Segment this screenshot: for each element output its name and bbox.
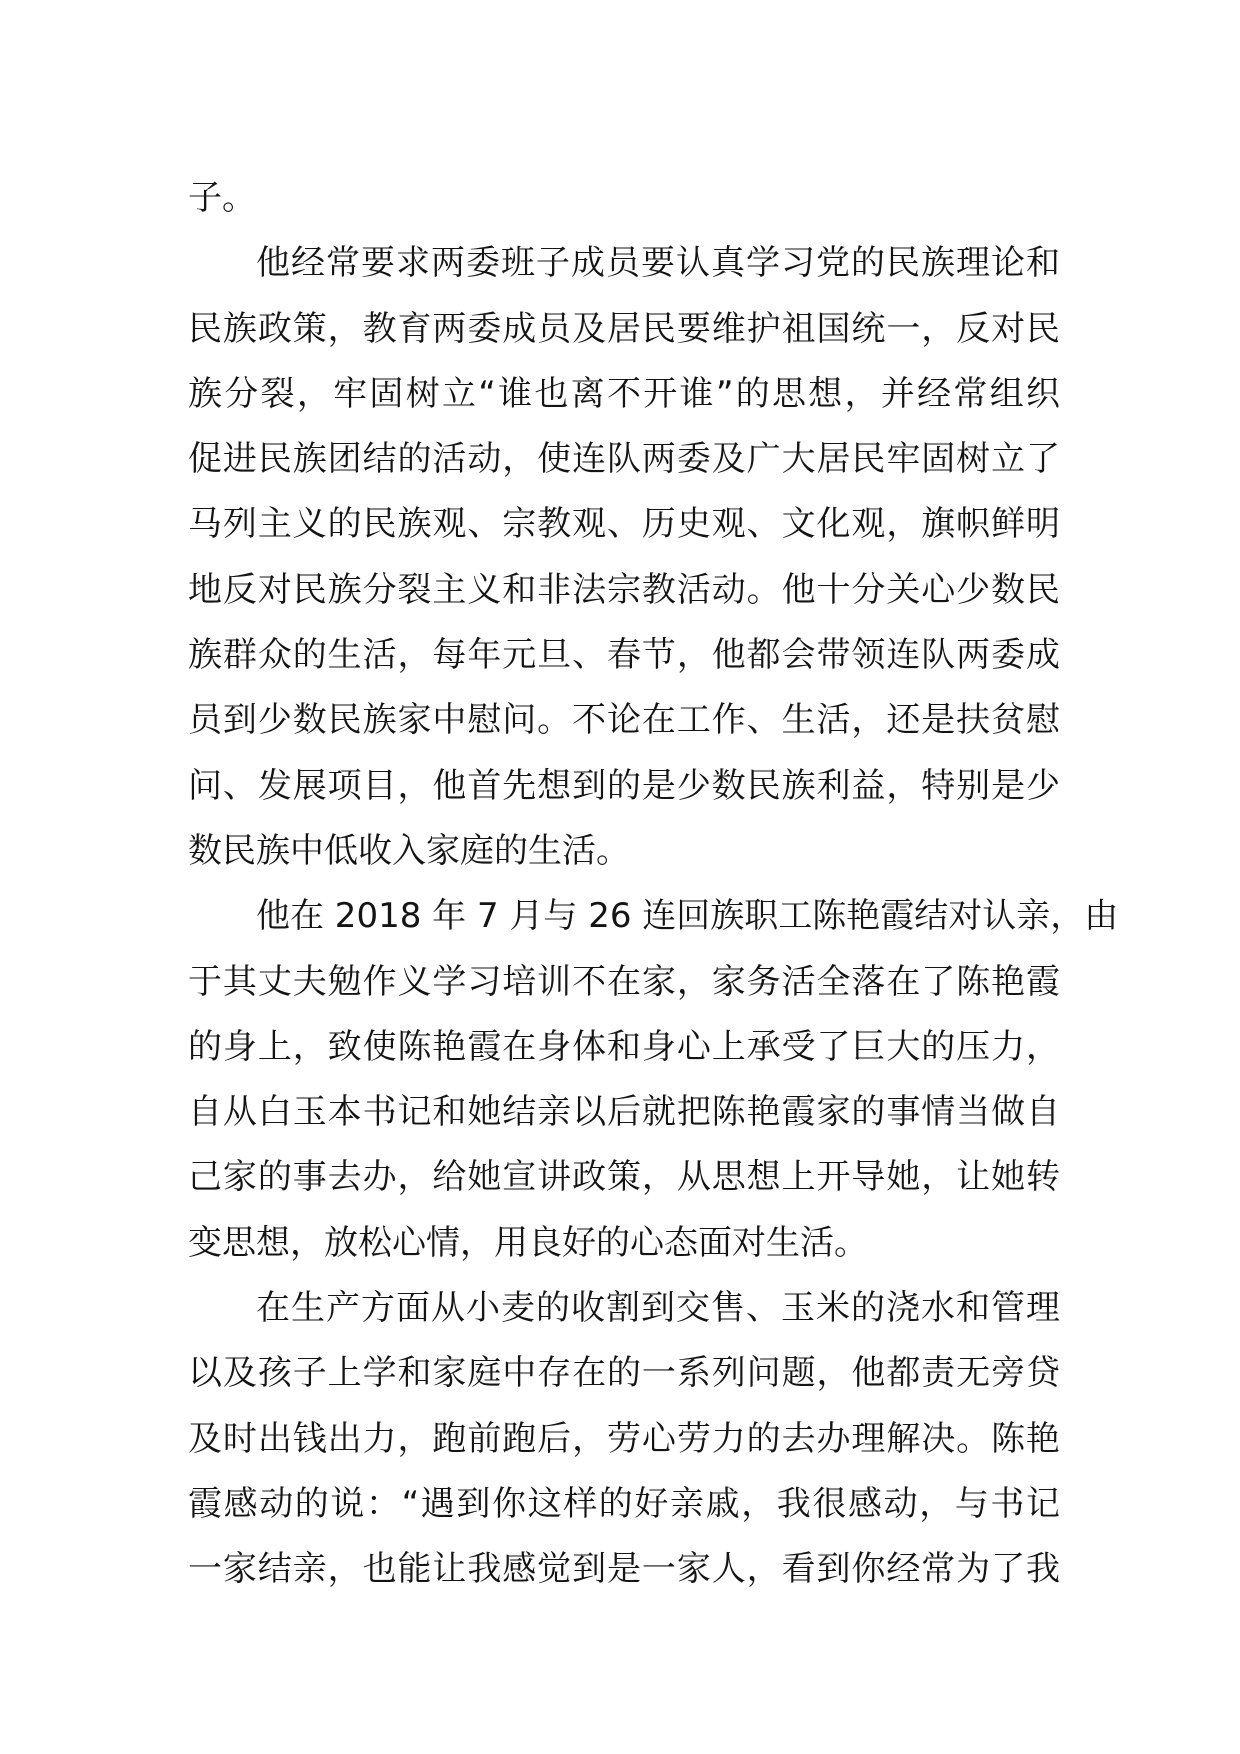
text-line: 子。 bbox=[188, 178, 256, 218]
text-line: 员到少数民族家中慰问。不论在工作、生活，还是扶贫慰 bbox=[188, 700, 1060, 741]
text-line: 问、发展项目，他首先想到的是少数民族利益，特别是少 bbox=[188, 765, 1060, 806]
text-line: 于其丈夫勉作义学习培训不在家，家务活全落在了陈艳霞 bbox=[188, 961, 1060, 1002]
paragraph-4 bbox=[188, 1276, 1060, 1602]
body-text bbox=[188, 166, 1119, 1603]
text-line: 促进民族团结的活动，使连队两委及广大居民牢固树立了 bbox=[188, 439, 1060, 480]
text-line: 地反对民族分裂主义和非法宗教活动。他十分关心少数民 bbox=[188, 569, 1060, 610]
paragraph-2 bbox=[188, 231, 1060, 884]
text-line: 的身上，致使陈艳霞在身体和身心上承受了巨大的压力， bbox=[188, 1026, 1060, 1067]
text-line: 变思想，放松心情，用良好的心态面对生活。 bbox=[188, 1222, 868, 1263]
text-line: 自从白玉本书记和她结亲以后就把陈艳霞家的事情当做自 bbox=[188, 1092, 1060, 1133]
paragraph-3 bbox=[188, 884, 1119, 1276]
text-line: 己家的事去办，给她宣讲政策，从思想上开导她，让她转 bbox=[188, 1157, 1060, 1198]
text-line: 族群众的生活，每年元旦、春节，他都会带领连队两委成 bbox=[188, 635, 1060, 676]
paragraph-1 bbox=[188, 166, 1060, 231]
text-line: 他经常要求两委班子成员要认真学习党的民族理论和 bbox=[256, 243, 1060, 284]
text-line: 及时出钱出力，跑前跑后，劳心劳力的去办理解决。陈艳 bbox=[188, 1418, 1060, 1459]
text-line: 霞感动的说：“遇到你这样的好亲戚，我很感动，与书记 bbox=[188, 1483, 1060, 1524]
text-line: 一家结亲，也能让我感觉到是一家人，看到你经常为了我 bbox=[188, 1549, 1060, 1590]
text-line: 民族政策，教育两委成员及居民要维护祖国统一，反对民 bbox=[188, 308, 1060, 349]
text-line: 数民族中低收入家庭的生活。 bbox=[188, 830, 630, 871]
text-line: 在生产方面从小麦的收割到交售、玉米的浇水和管理 bbox=[256, 1288, 1060, 1329]
text-line: 他在 2018 年 7 月与 26 连回族职工陈艳霞结对认亲，由 bbox=[256, 896, 1119, 937]
text-line: 以及孩子上学和家庭中存在的一系列问题，他都责无旁贷 bbox=[188, 1353, 1060, 1394]
text-line: 马列主义的民族观、宗教观、历史观、文化观，旗帜鲜明 bbox=[188, 504, 1060, 545]
text-line: 族分裂，牢固树立“谁也离不开谁”的思想，并经常组织 bbox=[188, 373, 1060, 414]
